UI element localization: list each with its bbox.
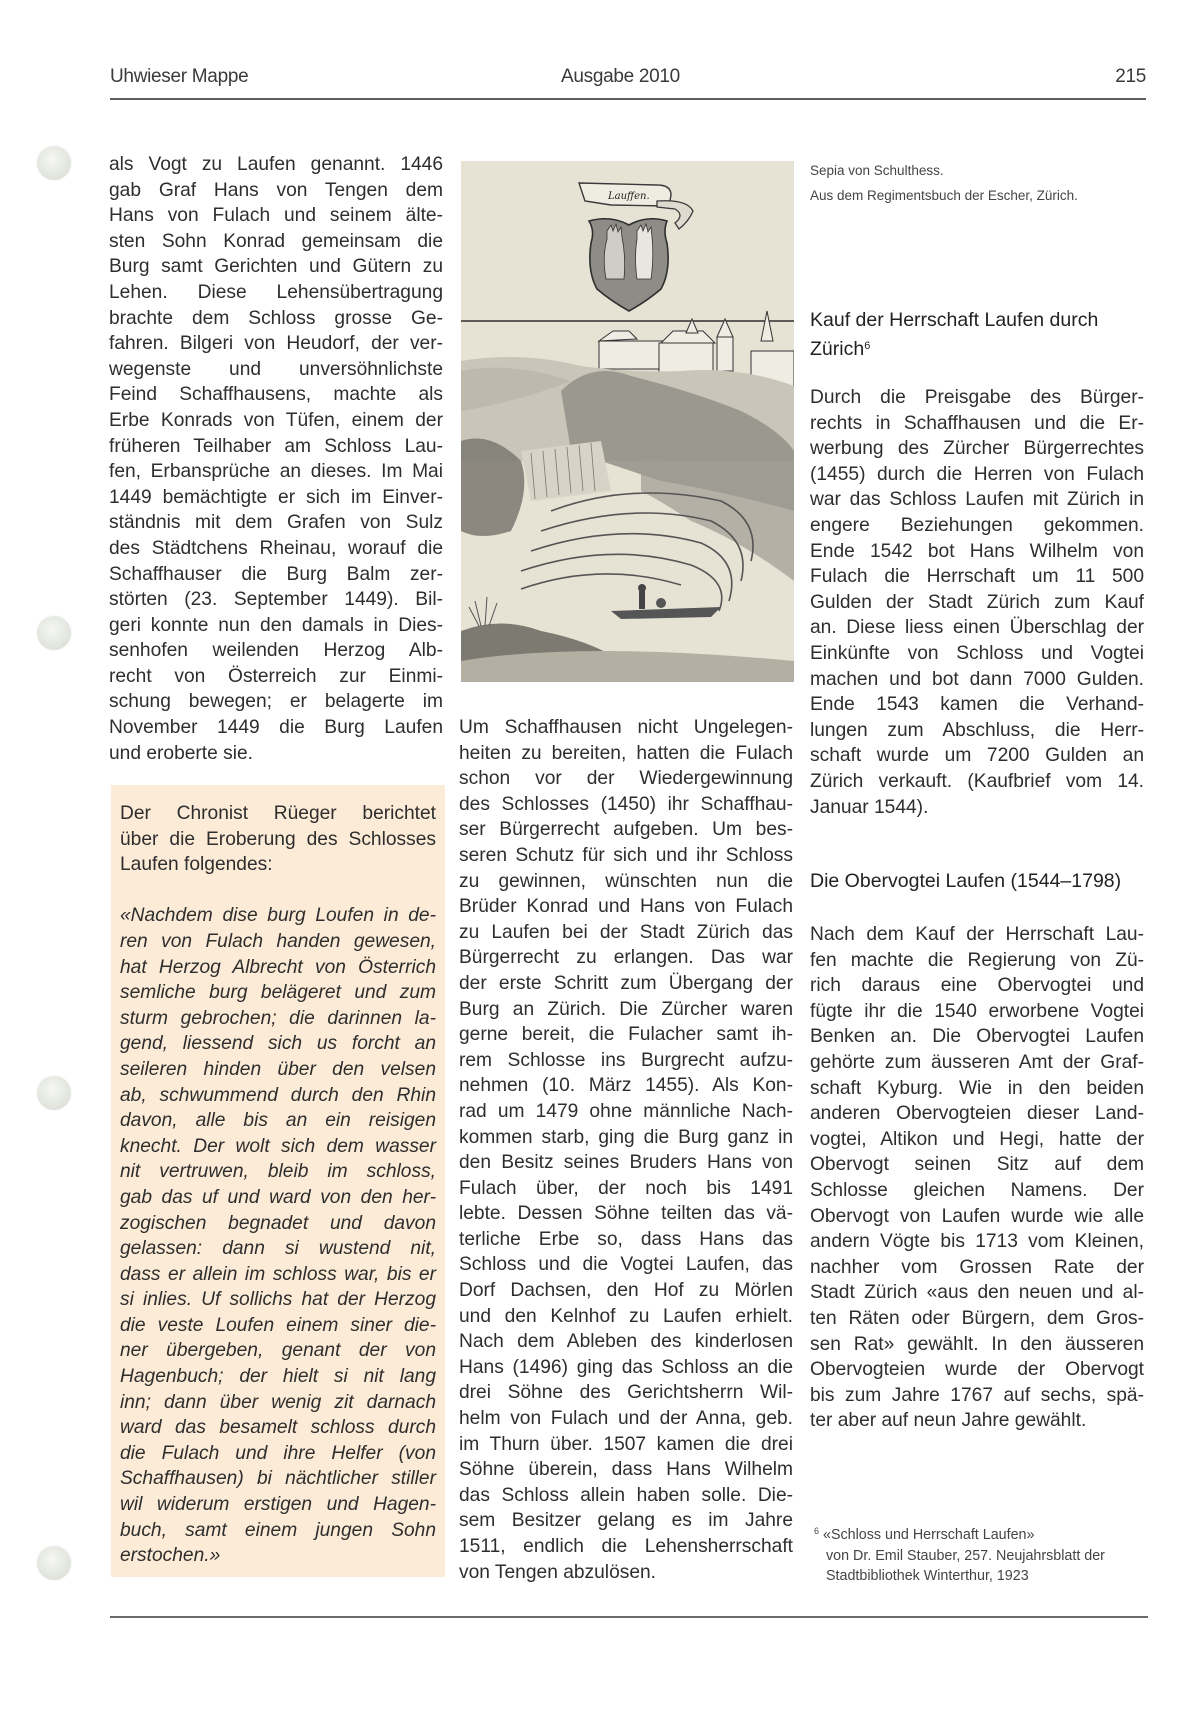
text-line: senhofen weilenden Herzog Alb- [109,640,443,662]
text-line: gelassen: dann si wustend nit, [120,1238,436,1260]
text-line: lebte. Dessen Söhne teilten das vä- [459,1203,793,1225]
text-line: heiten zu bereiten, hatten die Fulach [459,742,793,764]
text-line: im Thurn über. 1507 kamen die drei [459,1433,793,1455]
text-line: Benken an. Die Obervogtei Laufen [810,1026,1144,1048]
text-line: ser Bürgerrecht aufgeben. Um bes- [459,819,793,841]
text-line: als Vogt zu Laufen genannt. 1446 [109,154,443,175]
figure-caption [810,157,1140,209]
text-line: machen und bot dann 7000 Gulden. [810,668,1144,690]
text-line: zu gewinnen, wünschten nun die [459,870,793,892]
text-line: des Städtchens Rheinau, worauf die [109,537,443,559]
text-line: lungen zum Abschluss, die Herr- [810,719,1144,741]
text-line: Schloss und die Vogtei Laufen, das [459,1254,793,1276]
text-line: hat Herzog Albrecht von Österrich [120,956,436,978]
text-line: von Tengen abzulösen. [459,1561,657,1583]
text-line: gend, liessend sich us forcht an [120,1033,436,1055]
text-line: seileren hinden über den velsen [120,1058,436,1080]
text-line: Söhne überein, dass Hans Wilhelm [459,1459,793,1481]
sepia-illustration-schloss-laufen [461,161,794,682]
heading-line-2: Zürich [810,338,865,360]
text-line: die Fulach und ihre Helfer (von [120,1442,436,1464]
binder-punch-hole [37,146,71,180]
footnote-line-3: Stadtbibliothek Winterthur, 1923 [826,1568,1029,1584]
text-line: nehmen (10. März 1455). Als Kon- [459,1075,793,1097]
text-line: Schaffhausen) bi nächtlicher stiller [120,1468,436,1490]
text-line: ten Räten oder Bürgern, dem Gros- [810,1307,1144,1329]
section-heading-obervogtei: Die Obervogtei Laufen (1544–1798) [810,870,1122,892]
text-line: Erbe Konrads von Tüfen, einem der [109,409,443,431]
text-line: Bürgerrecht zu erlangen. Das war [459,947,793,969]
text-line: zogischen begnadet und davon [120,1212,436,1234]
text-line: (1455) durch die Herren von Fulach [810,463,1144,485]
text-line: zu Laufen bei der Stadt Zürich das [459,921,793,943]
text-line: fen, Erbansprüche an dieses. Im Mai [109,461,443,483]
text-line: Januar 1544). [810,796,929,818]
text-line: gerne bereit, die Fulacher samt ih- [459,1024,793,1046]
text-line: Burg an Zürich. Die Zürcher waren [459,998,793,1020]
edition-label: Ausgabe 2010 [561,66,680,87]
text-line: Obervogteien wurde der Obervogt [810,1359,1144,1381]
text-line: fahren. Bilgeri von Heudorf, der ver- [109,333,443,355]
binder-punch-hole [37,616,71,650]
text-line: Durch die Preisgabe des Bürger- [810,387,1144,408]
text-line: der erste Schritt zum Übergang der [459,972,793,994]
text-line: 1511, endlich die Lehensherrschaft [459,1536,793,1557]
text-line: gab das uf und ward von den her- [120,1186,436,1208]
text-line: ständnis mit dem Grafen von Sulz [109,512,443,534]
text-line: geri konnte nun den damals in Dies- [109,614,443,636]
text-line: anderen Obervogteien dieser Land- [810,1103,1144,1125]
text-line: Nach dem Kauf der Herrschaft Lau- [810,924,1144,945]
column-1-body [109,152,443,766]
text-line: si inlies. Uf sollichs hat der Herzog [120,1289,436,1311]
heading-line-1: Kauf der Herrschaft Laufen durch [810,309,1099,331]
text-line: schaft wurde um 7200 Gulden an [810,745,1144,767]
text-line: und den Kelnhof zu Laufen erhielt. [459,1305,793,1327]
text-line: Burg samt Gerichten und Gütern zu [109,256,443,278]
text-line: Ende 1543 kamen die Verhand- [810,694,1144,716]
text-line: Hans von Fulach und seinem älte- [109,205,443,227]
text-line: engere Beziehungen gekommen. [810,514,1144,536]
text-line: Nach dem Ableben des kinderlosen [459,1331,793,1353]
footer-rule [110,1616,1148,1618]
page-number: 215 [1115,66,1146,87]
text-line: buch, samt einem jungen Sohn [120,1519,436,1541]
text-line: «Nachdem dise burg Loufen in de- [120,905,436,927]
text-line: störten (23. September 1449). Bil- [109,589,443,611]
text-line: rechts in Schaffhausen und die Er- [810,412,1144,434]
text-line: Schlosse gleichen Namens. Der [810,1179,1144,1201]
text-line: und eroberte sie. [109,742,253,764]
text-line: Dorf Dachsen, den Hof zu Mörlen [459,1280,793,1302]
text-line: Brüder Konrad und Hans von Fulach [459,896,793,918]
text-line: Schaffhauser die Burg Balm zer- [109,563,443,585]
text-line: davon, alle bis an ein reisigen [120,1110,436,1132]
text-line: Hagenbuch; der hielt si nit lang [120,1366,436,1388]
svg-text:Lauffen.: Lauffen. [608,191,650,202]
text-line: Obervogt seinen Sitz auf dem [810,1154,1144,1176]
text-line: brachte dem Schloss grosse Ge- [109,307,443,329]
text-line: 1449 bemächtigte er sich im Einver- [109,486,443,508]
text-line: werbung des Zürcher Bürgerrechtes [810,438,1144,460]
text-line: ner übergeben, genant der von [120,1340,436,1362]
text-line: ab, schwummend durch den Rhin [120,1084,436,1106]
text-line: Der Chronist Rüeger berichtet [120,803,436,824]
text-line: Lehen. Diese Lehensübertragung [109,281,443,303]
text-line: Um Schaffhausen nicht Ungelegen- [459,717,793,738]
text-line: rich daraus eine Obervogtei und [810,975,1144,997]
text-line: inn; dann über wenig zit darnach [120,1391,436,1413]
binder-punch-hole [37,1076,71,1110]
text-line: schon vor der Wiedergewinnung [459,768,793,790]
text-line: ren von Fulach handen gewesen, [120,930,436,952]
section-1-body [810,385,1144,820]
text-line: semliche burg belägeret und zum [120,982,436,1004]
chronicle-quote-box [111,785,445,1577]
header-rule [110,98,1146,100]
chronicle-quote [120,903,436,1568]
text-line: recht von Österreich zur Einmi- [109,665,443,687]
text-line: das Schloss allein haben solle. Die- [459,1484,793,1506]
text-line: knecht. Der wolt sich dem wasser [120,1135,436,1157]
binder-punch-hole [37,1546,71,1580]
text-line: Fulach die Herrschaft um 11 500 [810,566,1144,588]
publication-title: Uhwieser Mappe [110,66,249,87]
text-line: an. Diese liess einen Überschlag der [810,617,1144,639]
text-line: seren Schutz für sich und ihr Schloss [459,844,793,866]
text-line: gab Graf Hans von Tengen dem [109,179,443,201]
text-line: nit vertruwen, bleib im schloss, [120,1161,436,1183]
footnote [814,1521,1144,1587]
running-header [110,66,1146,96]
text-line: nachher vom Grossen Rate der [810,1256,1144,1278]
text-line: Zürich verkauft. (Kaufbrief vom 14. [810,770,1144,792]
text-line: Ende 1542 bot Hans Wilhelm von [810,540,1144,562]
caption-line-2: Aus dem Regimentsbuch der Escher, Zürich. [810,188,1078,203]
text-line: helm von Fulach und der Anna, geb. [459,1408,793,1430]
footnote-title: «Schloss und Herrschaft Laufen» [823,1527,1035,1543]
text-line: fügte ihr die 1540 erworbene Vogtei [810,1000,1144,1022]
column-2-body [459,715,793,1585]
text-line: rem Schlosse ins Burgrecht aufzu- [459,1049,793,1071]
text-line: sen Rat» gewählt. In den äusseren [810,1333,1144,1355]
text-line: sem Besitzer gelang es im Jahre [459,1510,793,1532]
text-line: vogtei, Altikon und Hegi, hatte der [810,1128,1144,1150]
text-line: ward das besamelt schloss durch [120,1417,436,1439]
text-line: wil widerum erstigen und Hagen- [120,1494,436,1516]
text-line: den Besitz seines Bruders Hans von [459,1152,793,1174]
text-line: Hans (1496) ging das Schloss an die [459,1356,793,1378]
text-line: drei Söhne des Gerichtsherrn Wil- [459,1382,793,1404]
text-line: gehörte zum äusseren Amt der Graf- [810,1051,1144,1073]
footnote-reference[interactable]: 6 [864,340,871,352]
section-2-body [810,922,1144,1434]
text-line: erstochen.» [120,1545,221,1567]
section-heading-kauf [810,307,1144,362]
footnote-marker: 6 [814,1526,820,1536]
text-line: früheren Teilhaber am Schloss Lau- [109,435,443,457]
text-line: bis zum Jahre 1767 auf sechs, spä- [810,1384,1144,1406]
text-line: die veste Loufen einem siner die- [120,1314,436,1336]
text-line: November 1449 die Burg Laufen [109,717,443,739]
text-line: Einkünfte von Schloss und Vogtei [810,642,1144,664]
text-line: Gulden der Stadt Zürich zum Kauf [810,591,1144,613]
text-line: Obervogt von Laufen wurde wie alle [810,1205,1144,1227]
text-line: fen machte die Regierung von Zü- [810,949,1144,971]
text-line: sturm gebrochen; die darinnen la- [120,1007,436,1029]
text-line: rad um 1479 ohne männliche Nach- [459,1100,793,1122]
footnote-line-2: von Dr. Emil Stauber, 257. Neujahrsblatt der [826,1547,1105,1564]
text-line: war das Schloss Laufen mit Zürich in [810,489,1144,511]
caption-line-1: Sepia von Schulthess. [810,163,944,178]
quote-intro [120,801,436,878]
text-line: andern Vögte bis 1713 vom Kleinen, [810,1231,1144,1253]
text-line: wegenste und unversöhnlichste [109,358,443,380]
text-line: dass er allein im schloss war, bis er [120,1263,436,1285]
text-line: Stadt Zürich «aus den neuen und al- [810,1282,1144,1304]
text-line: schung bewegen; er belagerte im [109,691,443,713]
text-line: schaft Kyburg. Wie in den beiden [810,1077,1144,1099]
text-line: über die Eroberung des Schlosses [120,828,436,850]
text-line: ter aber auf neun Jahre gewählt. [810,1410,1087,1432]
text-line: kommen starb, ging die Burg ganz in [459,1126,793,1148]
text-line: terliche Erbe so, dass Hans das [459,1228,793,1250]
text-line: Fulach über, der noch bis 1491 [459,1177,793,1199]
text-line: sten Sohn Konrad gemeinsam die [109,230,443,252]
text-line: Feind Schaffhausens, machte als [109,384,443,406]
text-line: des Schlosses (1450) ihr Schaffhau- [459,793,793,815]
text-line: Laufen folgendes: [120,854,273,876]
